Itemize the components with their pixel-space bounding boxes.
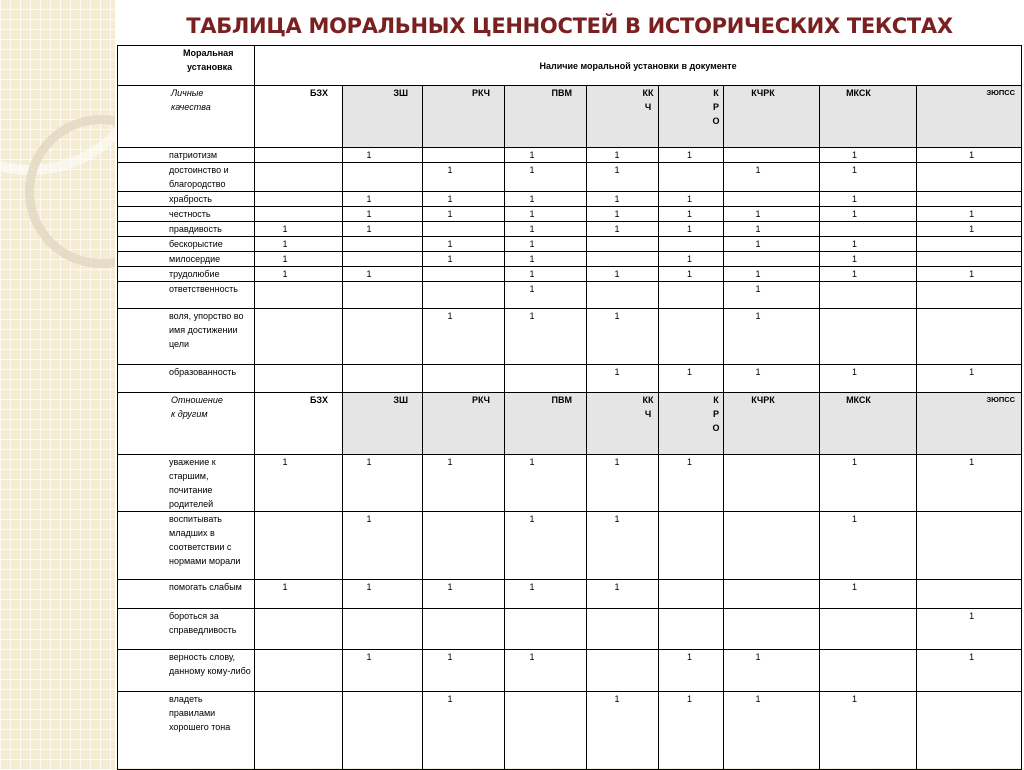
attitude-header-cell [118,46,255,86]
table-cell [423,222,505,237]
table-cell: 1 [659,455,724,512]
table-cell: 1 [423,580,505,609]
column-header-rkch: РКЧ [423,393,505,455]
table-cell: 1 [505,163,587,192]
row-label: бескорыстие [118,237,255,252]
table-cell [820,282,917,309]
table-cell: 1 [423,192,505,207]
category-label-line1: Отношение [171,395,223,405]
table-cell: 1 [343,148,423,163]
table-cell: 1 [255,237,343,252]
table-cell [917,282,1022,309]
table-cell [724,252,820,267]
table-cell [255,282,343,309]
column-header-kchrk: КЧРК [724,86,820,148]
table-cell: 1 [724,222,820,237]
table-cell: 1 [423,252,505,267]
column-header-zsh: ЗШ [343,393,423,455]
table-cell: 1 [587,267,659,282]
table-cell [343,237,423,252]
table-row [118,309,1022,365]
column-header-pvm: ПВМ [505,393,587,455]
table-cell [659,609,724,650]
row-label: милосердие [118,252,255,267]
row-label: патриотизм [118,148,255,163]
slide-content [115,0,1024,768]
table-cell: 1 [820,512,917,580]
row-label: владеть правилами хорошего тона [118,692,255,770]
table-cell [423,365,505,393]
table-cell: 1 [505,282,587,309]
table-cell: 1 [659,207,724,222]
table-cell: 1 [820,148,917,163]
table-cell: 1 [659,192,724,207]
table-cell: 1 [343,267,423,282]
row-label: достоинство и благородство [118,163,255,192]
table-cell [587,237,659,252]
table-cell [423,512,505,580]
section-header-row [118,393,1022,455]
table-cell: 1 [820,207,917,222]
table-cell [917,252,1022,267]
column-header-bzh: БЗХ [255,86,343,148]
table-row [118,163,1022,192]
table-cell: 1 [587,455,659,512]
table-cell: 1 [505,222,587,237]
table-cell: 1 [659,650,724,692]
moral-values-table [117,45,1022,770]
attitude-header-line2: установка [187,62,233,72]
table-cell [587,252,659,267]
table-cell [820,222,917,237]
category-label-line1: Личные [171,88,204,98]
attitude-header-line1: Моральная [183,48,234,58]
table-cell: 1 [724,282,820,309]
table-cell: 1 [724,365,820,393]
table-cell: 1 [343,650,423,692]
table-cell [505,365,587,393]
table-cell [659,580,724,609]
table-cell: 1 [505,512,587,580]
table-cell: 1 [659,252,724,267]
table-cell: 1 [343,455,423,512]
table-cell: 1 [423,309,505,365]
table-cell: 1 [423,163,505,192]
table-cell [724,455,820,512]
table-cell [724,609,820,650]
table-cell: 1 [820,237,917,252]
table-row [118,650,1022,692]
table-cell: 1 [505,192,587,207]
table-cell: 1 [423,237,505,252]
table-cell: 1 [255,267,343,282]
table-cell: 1 [587,692,659,770]
table-cell [724,580,820,609]
table-row [118,192,1022,207]
table-cell: 1 [724,267,820,282]
table-cell [423,282,505,309]
category-label-line2: к другим [171,409,208,419]
table-cell: 1 [724,207,820,222]
table-cell [423,148,505,163]
table-cell: 1 [343,580,423,609]
table-row [118,609,1022,650]
table-cell: 1 [820,163,917,192]
table-cell: 1 [423,692,505,770]
table-cell [587,609,659,650]
table-cell: 1 [587,512,659,580]
table-row [118,222,1022,237]
table-cell: 1 [724,309,820,365]
table-cell [820,609,917,650]
table-cell: 1 [255,455,343,512]
table-cell [343,252,423,267]
row-label: правдивость [118,222,255,237]
table-cell: 1 [587,148,659,163]
document-header-cell [255,46,1022,86]
column-header-kro: К Р О [659,86,724,148]
table-cell [255,192,343,207]
table-cell [343,609,423,650]
row-label: честность [118,207,255,222]
table-cell [587,650,659,692]
page-title: ТАБЛИЦА МОРАЛЬНЫХ ЦЕННОСТЕЙ В ИСТОРИЧЕСКИХ ТЕКСТАХ [186,14,953,38]
table-cell: 1 [917,650,1022,692]
row-label: воспитывать младших в соответствии с нормами морали [118,512,255,580]
table-cell: 1 [587,365,659,393]
table-cell: 1 [423,455,505,512]
table-cell [255,692,343,770]
table-cell: 1 [343,512,423,580]
row-label: образованность [118,365,255,393]
table-cell: 1 [820,455,917,512]
table-row [118,237,1022,252]
row-label: воля, упорство во имя достижении цели [118,309,255,365]
table-cell: 1 [917,455,1022,512]
table-cell [587,282,659,309]
row-label: верность слову, данному кому-либо [118,650,255,692]
table-cell [659,512,724,580]
table-cell [724,148,820,163]
table-cell: 1 [255,222,343,237]
table-cell: 1 [724,237,820,252]
table-cell: 1 [724,692,820,770]
table-cell: 1 [917,267,1022,282]
table-cell: 1 [917,222,1022,237]
table-cell [255,207,343,222]
row-label: трудолюбие [118,267,255,282]
table-cell: 1 [343,207,423,222]
table-cell: 1 [917,609,1022,650]
column-header-zyupss: ЗЮПСС [917,86,1022,148]
row-label: храбрость [118,192,255,207]
column-header-zsh: ЗШ [343,86,423,148]
table-cell: 1 [820,252,917,267]
table-cell [917,163,1022,192]
table-cell [820,309,917,365]
table-row [118,455,1022,512]
table-cell: 1 [505,309,587,365]
column-header-zyupss: ЗЮПСС [917,393,1022,455]
column-header-rkch: РКЧ [423,86,505,148]
column-header-mksk: МКСК [820,393,917,455]
table-cell [343,163,423,192]
table-cell: 1 [587,163,659,192]
table-cell [917,237,1022,252]
table-cell [724,512,820,580]
column-header-bzh: БЗХ [255,393,343,455]
table-cell: 1 [820,580,917,609]
table-row [118,580,1022,609]
table-cell: 1 [423,650,505,692]
table-row [118,512,1022,580]
table-row [118,148,1022,163]
table-cell [917,580,1022,609]
table-cell [505,692,587,770]
table-cell: 1 [505,455,587,512]
document-header: Наличие моральной установки в документе [539,60,737,71]
table-cell [255,148,343,163]
table-row [118,282,1022,309]
table-cell [917,692,1022,770]
table-cell: 1 [659,365,724,393]
row-label: ответственность [118,282,255,309]
category-label-cell [118,393,255,455]
table-cell [255,512,343,580]
table-cell: 1 [587,207,659,222]
table-cell: 1 [820,267,917,282]
table-cell [659,237,724,252]
table-cell: 1 [343,192,423,207]
table-cell [659,163,724,192]
table-row [118,207,1022,222]
table-cell [343,365,423,393]
table-cell [255,163,343,192]
table-cell [343,309,423,365]
table-cell: 1 [505,207,587,222]
table-cell: 1 [505,580,587,609]
table-cell [659,282,724,309]
table-cell: 1 [505,148,587,163]
column-header-kkch: КК Ч [587,86,659,148]
table-cell: 1 [724,163,820,192]
table-cell: 1 [587,309,659,365]
table-cell [659,309,724,365]
table-cell: 1 [505,252,587,267]
table-cell: 1 [587,222,659,237]
table-cell [917,512,1022,580]
table-cell: 1 [255,252,343,267]
table-cell: 1 [820,692,917,770]
table-cell [917,192,1022,207]
table-cell [255,609,343,650]
column-header-kchrk: КЧРК [724,393,820,455]
table-cell [423,267,505,282]
row-label: помогать слабым [118,580,255,609]
table-cell: 1 [820,192,917,207]
table-cell: 1 [917,365,1022,393]
table-cell [917,309,1022,365]
section-header-row [118,86,1022,148]
table-cell: 1 [423,207,505,222]
category-label-line2: качества [171,102,211,112]
table-cell [343,692,423,770]
table-cell: 1 [587,580,659,609]
table-cell: 1 [917,207,1022,222]
table-cell [423,609,505,650]
table-cell: 1 [659,222,724,237]
row-label: бороться за справедливость [118,609,255,650]
table-cell [505,609,587,650]
table-cell: 1 [659,267,724,282]
row-label: уважение к старшим, почитание родителей [118,455,255,512]
table-cell: 1 [505,650,587,692]
column-header-mksk: МКСК [820,86,917,148]
header-row [118,46,1022,86]
table-cell: 1 [820,365,917,393]
table-cell [820,650,917,692]
table-cell: 1 [659,692,724,770]
table-row [118,267,1022,282]
table-cell: 1 [659,148,724,163]
table-row [118,692,1022,770]
table-cell [343,282,423,309]
column-header-pvm: ПВМ [505,86,587,148]
table-row [118,365,1022,393]
column-header-kro: К Р О [659,393,724,455]
table-row [118,252,1022,267]
table-cell: 1 [505,237,587,252]
table-cell: 1 [505,267,587,282]
table-cell: 1 [587,192,659,207]
table-cell: 1 [917,148,1022,163]
column-header-kkch: КК Ч [587,393,659,455]
table-cell: 1 [255,580,343,609]
category-label-cell [118,86,255,148]
table-cell [255,365,343,393]
table-cell [255,309,343,365]
table-cell [724,192,820,207]
table-cell: 1 [724,650,820,692]
table-cell [255,650,343,692]
table-cell: 1 [343,222,423,237]
